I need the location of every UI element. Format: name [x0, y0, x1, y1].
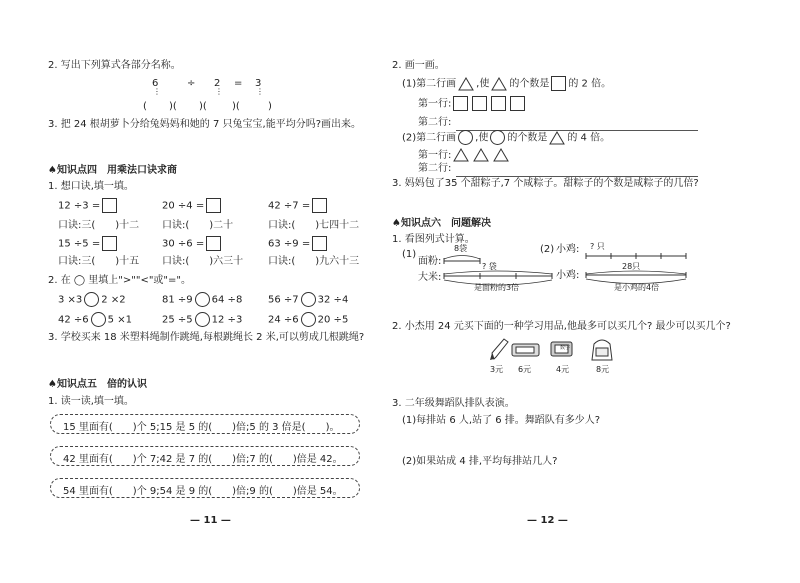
answer-box[interactable] [312, 236, 327, 251]
sec6-q1-label: 1. 看图列式计算。 [392, 234, 475, 245]
p2-amount: 28只 [622, 262, 641, 271]
cmp-5: 25 ÷5 12 ÷3 [162, 312, 242, 327]
eq-4: 15 ÷5 = [58, 236, 119, 251]
p2-caption: 是小鸡的4倍 [614, 283, 660, 292]
price-1: 3元 [490, 365, 504, 374]
compare-circle[interactable] [195, 312, 210, 327]
square-icon [551, 76, 566, 91]
page-number-right: — 12 — [527, 515, 568, 526]
triangle-icon [493, 148, 509, 162]
square-icon [510, 96, 525, 111]
sec6-q3-label: 3. 二年级舞蹈队排队表演。 [392, 398, 515, 409]
q2-expr-dividend: 6 [152, 78, 159, 89]
sec4-q3-label: 3. 学校买来 18 米塑料绳制作跳绳,每根跳绳长 2 米,可以剪成几根跳绳? [48, 332, 365, 343]
p2-hen-label: 小鸡: [556, 244, 580, 255]
triangle-icon [549, 131, 565, 145]
rule-6: 口诀:( )九六十三 [268, 256, 360, 267]
sec6-title: ♠知识点六 问题解决 [392, 218, 491, 229]
blank-5[interactable]: ) [268, 101, 272, 112]
rule-2: 口诀:( )二十 [162, 220, 234, 231]
compare-circle[interactable] [301, 292, 316, 307]
dots-1: ⋮ [153, 87, 161, 96]
answer-box[interactable] [102, 236, 117, 251]
q2-expr-eq: = [234, 78, 243, 89]
sec4-title: ♠知识点四 用乘法口诀求商 [48, 165, 177, 176]
draw-s1: (1)第二行画 ,使 的个数是 的 2 倍。 [402, 76, 611, 91]
rule-3: 口诀:( )七四十二 [268, 220, 360, 231]
answer-box[interactable] [102, 198, 117, 213]
blank-4[interactable]: )( [232, 101, 240, 112]
eq-5: 30 ÷6 = [162, 236, 223, 251]
book-label: 数学 [560, 345, 571, 351]
p2-question: ? 只 [590, 242, 605, 251]
cmp-1: 3 ×3 2 ×2 [58, 292, 126, 307]
price-3: 4元 [556, 365, 570, 374]
schoolbag-icon [588, 336, 616, 362]
p1-caption: 是面粉的3倍 [474, 283, 520, 292]
fill-row-1: 15 里面有( )个 5;15 是 5 的( )倍;5 的 3 倍是( )。 [50, 414, 360, 434]
fill-row-3: 54 里面有( )个 9;54 是 9 的( )倍;9 的( )倍是 54。 [50, 478, 360, 498]
row1-label-a: 第一行: [418, 96, 527, 111]
compare-circle[interactable] [91, 312, 106, 327]
cmp-6: 24 ÷6 20 ÷5 [268, 312, 348, 327]
eq-2: 20 ÷4 = [162, 198, 223, 213]
rule-1: 口诀:三( )十二 [58, 220, 140, 231]
dots-3: ⋮ [256, 87, 264, 96]
price-2: 6元 [518, 365, 532, 374]
compare-circle[interactable] [84, 292, 99, 307]
p1-flour-amt: 8袋 [454, 244, 468, 253]
q2-expr-quotient: 3 [255, 78, 262, 89]
answer-box[interactable] [206, 198, 221, 213]
row2-label-b: 第二行: [418, 163, 452, 174]
compare-circle[interactable] [195, 292, 210, 307]
blank-3[interactable]: )( [199, 101, 207, 112]
row2-label-a: 第二行: [418, 117, 452, 128]
eq-6: 63 ÷9 = [268, 236, 329, 251]
pencil-case-icon [511, 340, 541, 360]
sec6-q3a: (1)每排站 6 人,站了 6 排。舞蹈队有多少人? [402, 415, 601, 426]
price-4: 8元 [596, 365, 610, 374]
sec6-q2-label: 2. 小杰用 24 元买下面的一种学习用品,他最多可以买几个? 最少可以买几个? [392, 321, 731, 332]
square-icon [453, 96, 468, 111]
answer-line[interactable] [456, 176, 698, 177]
q2-expr-div: ÷ [187, 78, 196, 89]
square-icon [491, 96, 506, 111]
square-icon [472, 96, 487, 111]
q3-label: 3. 把 24 根胡萝卜分给兔妈妈和她的 7 只兔宝宝,能平均分吗?画出来。 [48, 119, 362, 130]
answer-box[interactable] [312, 198, 327, 213]
rule-4: 口诀:三( )十五 [58, 256, 140, 267]
sec5-q1-label: 1. 读一读,填一填。 [48, 396, 134, 407]
cmp-3: 56 ÷7 32 ÷4 [268, 292, 348, 307]
p2-chick-label: 小鸡: [556, 270, 580, 281]
p1-num: (1) [402, 249, 417, 260]
cmp-4: 42 ÷6 5 ×1 [58, 312, 132, 327]
p2-num: (2) [540, 244, 555, 255]
triangle-icon [453, 148, 469, 162]
draw-q-label: 2. 画一画。 [392, 60, 445, 71]
draw-s2: (2)第二行画 ,使 的个数是 的 4 倍。 [402, 130, 610, 145]
p1-rice-label: 大米: [418, 272, 442, 283]
sec4-q1-label: 1. 想口诀,填一填。 [48, 181, 134, 192]
p1-flour-label: 面粉: [418, 256, 442, 267]
row1-label-b: 第一行: [418, 148, 511, 162]
sec4-q2-label: 2. 在 ◯ 里填上">""<"或"="。 [48, 275, 192, 286]
compare-circle[interactable] [301, 312, 316, 327]
rule-5: 口诀:( )六三十 [162, 256, 244, 267]
blank-2[interactable]: )( [169, 101, 177, 112]
zongzi-q-label: 3. 妈妈包了35 个甜粽子,7 个咸粽子。甜粽子的个数是咸粽子的几倍? [392, 178, 699, 189]
eq-3: 42 ÷7 = [268, 198, 329, 213]
p1-question: ? 袋 [482, 262, 497, 271]
triangle-icon [491, 77, 507, 91]
pencil-icon [488, 337, 512, 361]
q2-label: 2. 写出下列算式各部分名称。 [48, 60, 181, 71]
q2-expr-divisor: 2 [214, 78, 221, 89]
page-number-left: — 11 — [190, 515, 231, 526]
cmp-2: 81 ÷9 64 ÷8 [162, 292, 242, 307]
circle-icon [458, 130, 473, 145]
answer-box[interactable] [206, 236, 221, 251]
triangle-icon [458, 77, 474, 91]
dots-2: ⋮ [215, 87, 223, 96]
sec5-title: ♠知识点五 倍的认识 [48, 379, 147, 390]
sec6-q3b: (2)如果站成 4 排,平均每排站几人? [402, 456, 558, 467]
fill-row-2: 42 里面有( )个 7;42 是 7 的( )倍;7 的( )倍是 42。 [50, 446, 360, 466]
triangle-icon [473, 148, 489, 162]
eq-1: 12 ÷3 = [58, 198, 119, 213]
circle-icon [490, 130, 505, 145]
blank-1[interactable]: ( [143, 101, 147, 112]
